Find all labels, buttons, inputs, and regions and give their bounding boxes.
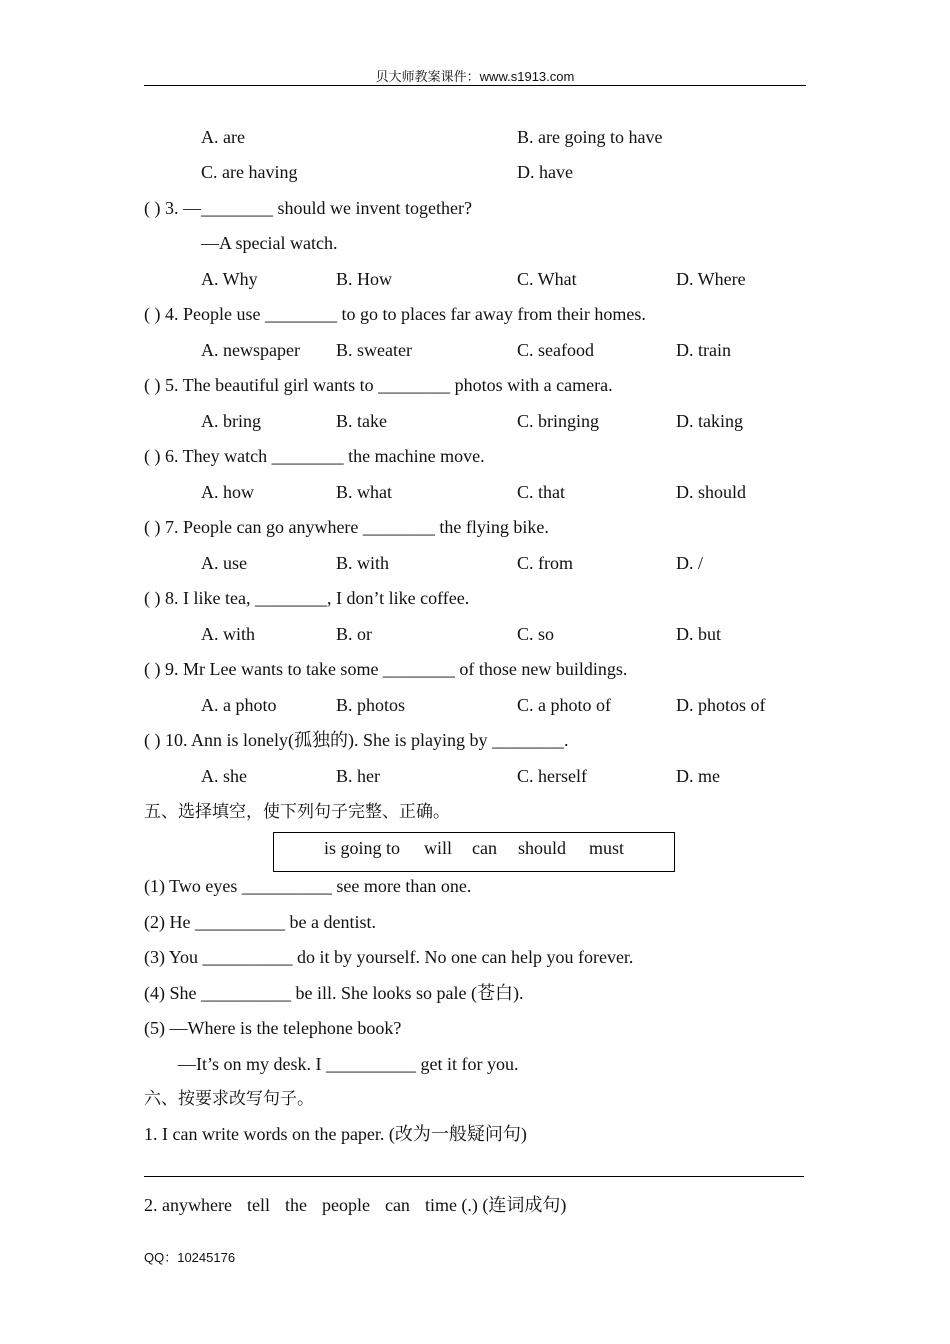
q9-option-c: C. a photo of xyxy=(517,695,611,715)
word-bank-box xyxy=(273,832,675,872)
q4-option-a: A. newspaper xyxy=(201,340,300,360)
q5-option-c: C. bringing xyxy=(517,411,600,431)
q8-stem: ( ) 8. I like tea, ________, I don’t like coffee. xyxy=(144,588,470,608)
q6-stem: ( ) 6. They watch ________ the machine move. xyxy=(144,446,485,466)
q2-option-c: C. are having xyxy=(201,162,298,182)
section5-item-2: (2) He __________ be a dentist. xyxy=(144,912,376,932)
q10-option-c: C. herself xyxy=(517,766,587,786)
q9-option-b: B. photos xyxy=(336,695,406,715)
q9-option-d: D. photos of xyxy=(676,695,766,715)
q3-stem: ( ) 3. —________ should we invent together? xyxy=(144,198,472,218)
q6-option-b: B. what xyxy=(336,482,392,502)
q9-option-a: A. a photo xyxy=(201,695,277,715)
q7-option-c: C. from xyxy=(517,553,573,573)
q3-option-a: A. Why xyxy=(201,269,258,289)
q8-option-d: D. but xyxy=(676,624,721,644)
scrambled-word: 2. anywhere xyxy=(144,1195,232,1215)
section5-item-5: (5) —Where is the telephone book? xyxy=(144,1018,402,1038)
q4-option-b: B. sweater xyxy=(336,340,412,360)
q2-option-d: D. have xyxy=(517,162,573,182)
scrambled-word: people xyxy=(321,1195,370,1215)
scrambled-word: the xyxy=(284,1195,307,1215)
q5-option-a: A. bring xyxy=(201,411,261,431)
q10-option-a: A. she xyxy=(201,766,247,786)
q2-option-b: B. are going to have xyxy=(517,127,663,147)
q7-option-a: A. use xyxy=(201,553,247,573)
page-footer: QQ：10245176 xyxy=(144,1250,236,1265)
q6-option-c: C. that xyxy=(517,482,565,502)
q10-stem: ( ) 10. Ann is lonely(孤独的). She is playing by ________. xyxy=(144,730,569,750)
q4-option-d: D. train xyxy=(676,340,731,360)
q7-option-d: D. / xyxy=(676,553,703,573)
word-bank-item: can xyxy=(472,838,497,858)
q7-option-b: B. with xyxy=(336,553,390,573)
q6-option-d: D. should xyxy=(676,482,747,502)
section5-title: 五、选择填空，使下列句子完整、正确。 xyxy=(144,802,450,821)
section6-title: 六、按要求改写句子。 xyxy=(144,1089,314,1108)
word-bank-item: must xyxy=(589,838,625,858)
q3-option-b: B. How xyxy=(336,269,393,289)
scrambled-word: time (.) (连词成句) xyxy=(424,1195,567,1215)
q10-option-d: D. me xyxy=(676,766,720,786)
scrambled-word: can xyxy=(384,1195,410,1215)
q8-option-c: C. so xyxy=(517,624,555,644)
q8-option-b: B. or xyxy=(336,624,372,644)
word-bank-item: will xyxy=(424,838,453,858)
section6-item-1: 1. I can write words on the paper. (改为一般疑问句) xyxy=(144,1124,527,1144)
q3-answer-line: —A special watch. xyxy=(201,233,338,253)
q9-stem: ( ) 9. Mr Lee wants to take some ________ of those new buildings. xyxy=(144,659,628,679)
q4-option-c: C. seafood xyxy=(517,340,594,360)
word-bank-item: should xyxy=(518,838,567,858)
section5-item-3: (3) You __________ do it by yourself. No one can help you forever. xyxy=(144,947,634,967)
q2-option-a: A. are xyxy=(201,127,245,147)
section5-item-1: (1) Two eyes __________ see more than one. xyxy=(144,876,472,896)
q3-option-c: C. What xyxy=(517,269,577,289)
q4-stem: ( ) 4. People use ________ to go to places far away from their homes. xyxy=(144,304,646,324)
scrambled-word: tell xyxy=(246,1195,270,1215)
q5-option-b: B. take xyxy=(336,411,387,431)
q7-stem: ( ) 7. People can go anywhere ________ the flying bike. xyxy=(144,517,549,537)
section5-item-4: (4) She __________ be ill. She looks so pale (苍白). xyxy=(144,983,524,1003)
q5-option-d: D. taking xyxy=(676,411,743,431)
word-bank-item: is going to xyxy=(324,838,401,858)
q5-stem: ( ) 5. The beautiful girl wants to ________ photos with a camera. xyxy=(144,375,613,395)
q8-option-a: A. with xyxy=(201,624,255,644)
q10-option-b: B. her xyxy=(336,766,380,786)
q3-option-d: D. Where xyxy=(676,269,746,289)
section5-item-5-reply: —It’s on my desk. I __________ get it for you. xyxy=(178,1054,519,1074)
q6-option-a: A. how xyxy=(201,482,254,502)
section6-item-2 xyxy=(144,1194,566,1216)
answer-line xyxy=(144,1176,804,1177)
header-divider xyxy=(144,85,806,86)
page-header: 贝大师教案课件：www.s1913.com xyxy=(375,69,575,84)
